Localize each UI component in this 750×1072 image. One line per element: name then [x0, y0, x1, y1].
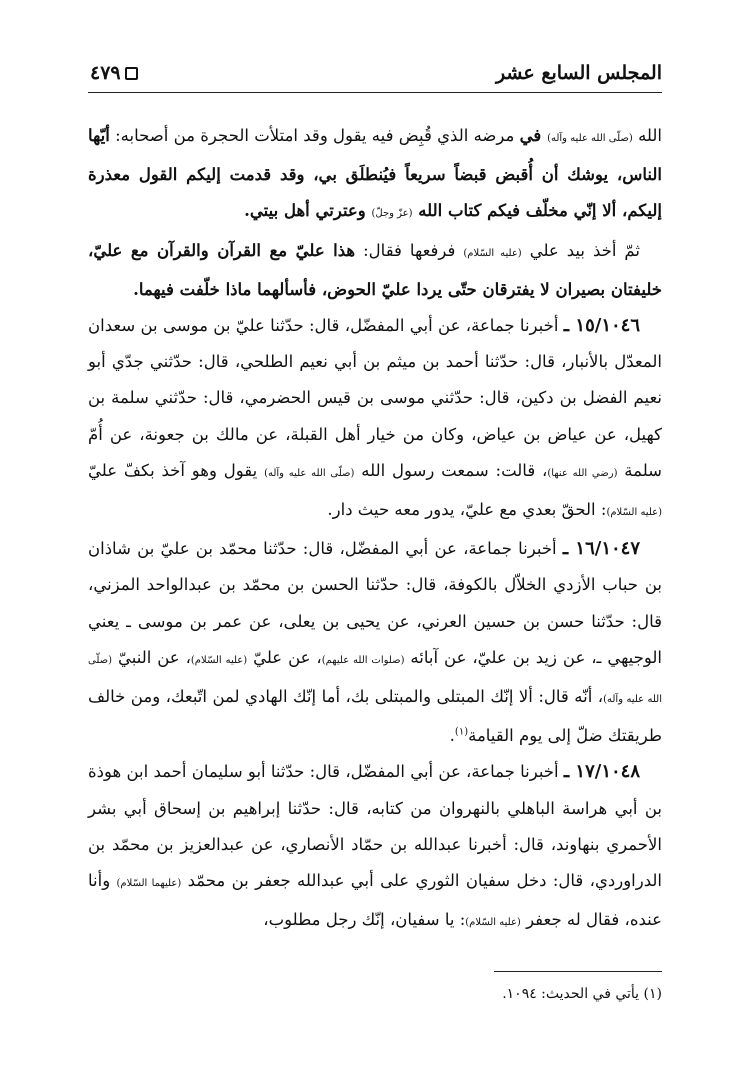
text-run: الله [632, 126, 663, 145]
text-run: في [519, 126, 548, 145]
text-run: مرضه الذي قُبِض فيه يقول وقد امتلأت الحجرة من أصحابه: [109, 126, 520, 145]
footnote-divider [494, 971, 662, 972]
text-run: : يا سفيان، إنّك رجل مطلوب، [263, 910, 466, 930]
honorific: (عزّ وجلّ) [371, 208, 413, 220]
chapter-title: المجلس السابع عشر [495, 62, 662, 84]
body-text [88, 118, 662, 941]
honorific: (صلوات الله عليهم) [321, 654, 405, 666]
page-number: ٤٧٩ [90, 62, 121, 84]
paragraph [88, 308, 662, 531]
text-run: يقول وهو آخذ بكفّ عليّ [88, 460, 265, 480]
honorific: (عليه السّلام) [606, 507, 662, 519]
text-run: : الحقّ بعدي مع عليّ، يدور معه حيث دار. [327, 500, 607, 520]
honorific: (عليه السّلام) [190, 654, 248, 666]
paragraph [88, 118, 662, 233]
honorific: (عليه السّلام) [465, 917, 521, 929]
text-run: هذا عليّ مع القرآن والقرآن مع عليّ، خليفتان بصيران لا يفترقان حتّى يردا عليّ الحوض، فأسألهما ماذا خلّفت فيهما. [88, 240, 662, 299]
running-header [90, 56, 662, 90]
text-run: أخبرنا جماعة، عن أبي المفضّل، قال: حدّثنا عليّ بن موسى بن سعدان المعدّل بالأنبار، قال: حدّثنا أحمد بن ميثم بن أبي نعيم الطلحي، قال: حدّثني جدّي أبو نعيم الفضل بن دكين، قال: حدّثني موسى بن قيس الحضرمي، قال: حدّثني سلمة بن كهيل، عن عياض بن عياض، وكان من خيار أهل القبلة، عن مالك بن جعونة، عن أُمّ سلمة [88, 316, 662, 480]
text-run: ، عن عليّ [247, 647, 322, 667]
text-run: أيّها الناس، يوشك أن أُقبض قبضاً سريعاً فيُنطلَق بي، وقد قدمت إليكم القول معذرة إليكم، ألا إنّي مخلّف فيكم كتاب الله [88, 126, 662, 221]
page-number-block [90, 62, 138, 84]
text-run: فرفعها فقال: [355, 240, 464, 260]
honorific: (عليه السّلام) [463, 247, 522, 259]
footnote-marker: (١) [643, 986, 662, 1002]
honorific: (صلّى الله عليه وآله) [264, 467, 355, 479]
honorific: (رضي الله عنها) [547, 467, 618, 479]
text-run: وعترتي أهل بيتي. [244, 201, 372, 221]
header-divider [88, 92, 662, 93]
honorific: (صلّى الله عليه وآله) [88, 654, 663, 706]
paragraph [88, 233, 662, 308]
paragraph [88, 754, 662, 941]
text-run: ، قالت: سمعت رسول الله [354, 460, 548, 480]
footnote [88, 982, 662, 1006]
footnote-text: يأتي في الحديث: ١٠٩٤. [502, 986, 644, 1002]
hadith-number: ١٧/١٠٤٨ ـ [563, 761, 640, 783]
text-run: ، أنّه قال: ألا إنّك المبتلى والمبتلى بك، أما إنّك الهادي لمن اتّبعك، ومن خالف طريقتك ضلّ إلى يوم القيامة [88, 687, 662, 746]
hadith-number: ١٦/١٠٤٧ ـ [562, 538, 640, 560]
paragraph [88, 531, 662, 754]
footnote-reference: (١) [454, 726, 469, 738]
text-run: ، عن النبيّ [112, 647, 191, 667]
text-run: وأنا عنده، فقال له جعفر [88, 871, 662, 930]
square-icon [125, 67, 138, 80]
text-run: . [449, 726, 455, 746]
hadith-number: ١٥/١٠٤٦ ـ [563, 315, 641, 337]
text-run: أخبرنا جماعة، عن أبي المفضّل، قال: حدّثنا محمّد بن عليّ بن شاذان بن حباب الأزدي الخلاّل بالكوفة، قال: حدّثنا الحسن بن محمّد بن عبدالواحد المزني، قال: حدّثنا حسن بن حسين العرني، عن يحيى بن يعلى، عن عمر بن موسى ـ يعني الوجيهي ـ، عن زيد بن عليّ، عن آبائه [88, 539, 662, 667]
honorific: (عليهما السّلام) [116, 878, 182, 890]
honorific: (صلّى الله عليه وآله) [547, 133, 633, 144]
text-run: أخبرنا جماعة، عن أبي المفضّل، قال: حدّثنا أبو سليمان أحمد ابن هوذة بن أبي هراسة الباهلي بالنهروان من كتابه، قال: حدّثنا إبراهيم بن إسحاق أبي بشر الأحمري بنهاوند، قال: أخبرنا عبدالله بن حمّاد الأنصاري، عن عبدالعزيز بن محمّد بن الدراوردي، قال: دخل سفيان الثوري على أبي عبدالله جعفر بن محمّد [88, 762, 662, 891]
text-run: ثمّ أخذ بيد علي [521, 240, 641, 260]
